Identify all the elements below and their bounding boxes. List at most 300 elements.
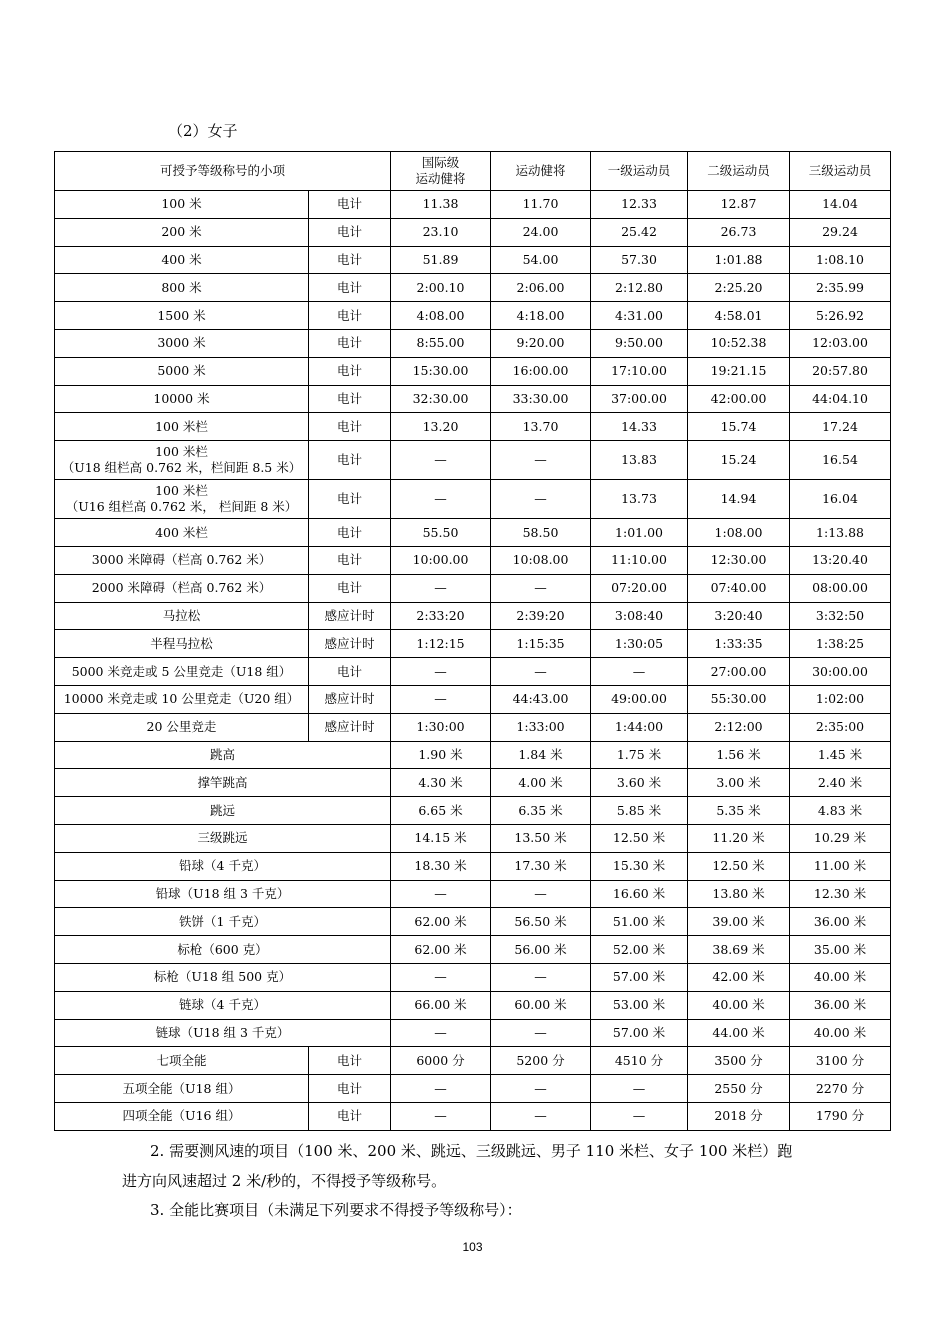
grade-value-cell-text: 1:02:00 <box>815 691 865 707</box>
table-row <box>55 519 891 547</box>
grade-value-cell-text: 19:21.15 <box>710 363 767 379</box>
grade-value-cell-text: 24.00 <box>522 224 559 240</box>
grade-value-cell <box>790 385 891 413</box>
grade-value-cell <box>491 480 591 519</box>
grade-value-cell-text: 2270 分 <box>815 1080 865 1096</box>
event-cell <box>55 658 309 686</box>
event-cell-text: 四项全能（U16 组） <box>122 1108 241 1124</box>
event-cell <box>55 357 309 385</box>
grade-value-cell <box>391 908 491 936</box>
grade-value-cell-text: 53.00 米 <box>612 997 666 1013</box>
grade-value-cell <box>790 246 891 274</box>
grade-value-cell <box>491 908 591 936</box>
timing-cell-text: 感应计时 <box>324 635 375 651</box>
grade-value-cell <box>491 413 591 441</box>
grade-value-cell <box>790 218 891 246</box>
grade-value-cell-text: 12.30 米 <box>813 885 867 901</box>
grade-value-cell <box>790 685 891 713</box>
women-grade-standards-table <box>54 151 891 1131</box>
event-cell-text: 半程马拉松 <box>150 635 213 651</box>
grade-value-cell <box>591 385 688 413</box>
event-cell-text: 3000 米障碍（栏高 0.762 米） <box>91 552 272 568</box>
grade-value-cell-text: 1.45 米 <box>817 746 863 762</box>
grade-value-cell <box>491 1047 591 1075</box>
grade-value-cell-text: 40.00 米 <box>813 1024 867 1040</box>
grade-value-cell-text: 66.00 米 <box>414 997 467 1013</box>
event-cell <box>55 1047 309 1075</box>
grade-value-cell-text: 11:10.00 <box>611 552 667 568</box>
grade-value-cell-text: 37:00.00 <box>611 390 667 406</box>
grade-value-cell-text: 07:40.00 <box>710 580 767 596</box>
grade-value-cell-text: 1:44:00 <box>614 719 664 735</box>
grade-value-cell-text: 1:15:35 <box>516 635 565 651</box>
grade-value-cell-text: 15.24 <box>720 452 757 468</box>
grade-value-cell-text: 11.00 米 <box>813 858 867 874</box>
grade-value-cell-text: 2:12.80 <box>615 279 663 295</box>
grade-value-cell <box>688 191 790 219</box>
grade-value-cell <box>591 218 688 246</box>
grade-value-cell <box>688 658 790 686</box>
table-row <box>55 1102 891 1130</box>
grade-value-cell <box>688 824 790 852</box>
table-row <box>55 824 891 852</box>
event-cell <box>55 274 309 302</box>
grade-value-cell-text: 62.00 米 <box>414 913 467 929</box>
event-cell-text: 100 米栏 （U16 组栏高 0.762 米， 栏间距 8 米） <box>65 483 298 515</box>
grade-value-cell-text: 1:33:35 <box>714 635 763 651</box>
grade-value-cell <box>391 713 491 741</box>
grade-value-cell <box>591 852 688 880</box>
grade-value-cell <box>790 852 891 880</box>
grade-value-cell-text: 3:20:40 <box>714 607 763 623</box>
grade-value-cell <box>790 413 891 441</box>
grade-value-cell-text: 5.35 米 <box>716 802 761 818</box>
grade-value-cell-text: — <box>632 663 646 679</box>
grade-value-cell-text: — <box>434 691 447 707</box>
grade-value-cell-text: 2.40 米 <box>817 774 863 790</box>
grade-value-cell <box>591 991 688 1019</box>
grade-value-cell <box>491 769 591 797</box>
grade-value-cell-text: 2:00.10 <box>416 279 465 295</box>
grade-value-cell-text: 6.65 米 <box>418 802 463 818</box>
grade-value-cell-text: 1:13.88 <box>816 524 864 540</box>
event-cell-text: 马拉松 <box>162 607 201 623</box>
grade-value-cell-text: — <box>434 1024 447 1040</box>
timing-cell-text: 电计 <box>337 1052 363 1068</box>
table-row <box>55 413 891 441</box>
grade-value-cell <box>491 357 591 385</box>
table-row <box>55 936 891 964</box>
table-row <box>55 602 891 630</box>
grade-value-cell-text: 17.24 <box>822 418 858 434</box>
grade-value-cell <box>391 357 491 385</box>
event-cell <box>55 936 391 964</box>
grade-value-cell-text: — <box>534 452 547 468</box>
grade-value-cell-text: 2:39:20 <box>516 607 565 623</box>
timing-cell-text: 感应计时 <box>324 691 375 707</box>
timing-cell <box>309 441 391 480</box>
grade-value-cell <box>790 713 891 741</box>
grade-value-cell-text: 1790 分 <box>815 1108 865 1124</box>
grade-value-cell <box>790 908 891 936</box>
timing-cell-text: 电计 <box>337 307 363 323</box>
grade-value-cell <box>591 602 688 630</box>
grade-value-cell-text: 56.50 米 <box>514 913 567 929</box>
grade-value-cell-text: 8:55.00 <box>416 335 465 351</box>
grade-value-cell <box>491 602 591 630</box>
event-cell-text: 链球（4 千克） <box>179 997 266 1013</box>
grade-value-cell <box>688 685 790 713</box>
event-cell-text: 100 米栏 （U18 组栏高 0.762 米，栏间距 8.5 米） <box>61 444 302 476</box>
grade-value-cell <box>688 713 790 741</box>
table-row <box>55 191 891 219</box>
header-grade-cell <box>790 152 891 191</box>
grade-value-cell <box>391 546 491 574</box>
grade-value-cell-text: 16.60 米 <box>612 885 666 901</box>
event-cell-text: 跳远 <box>210 802 236 818</box>
grade-value-cell-text: 20:57.80 <box>812 363 868 379</box>
timing-cell-text: 电计 <box>337 196 363 212</box>
combined-events-note: 3. 全能比赛项目（未满足下列要求不得授予等级称号）： <box>150 1201 522 1219</box>
grade-value-cell <box>688 329 790 357</box>
grade-value-cell-text: 3:32:50 <box>815 607 865 623</box>
grade-value-cell <box>391 441 491 480</box>
grade-value-cell <box>688 741 790 769</box>
grade-value-cell <box>491 274 591 302</box>
grade-value-cell-text: 36.00 米 <box>813 913 867 929</box>
event-cell-text: 七项全能 <box>156 1052 207 1068</box>
grade-value-cell <box>391 991 491 1019</box>
grade-value-cell <box>491 713 591 741</box>
table-row <box>55 218 891 246</box>
table-row <box>55 769 891 797</box>
grade-value-cell-text: 10:52.38 <box>710 335 767 351</box>
grade-value-cell <box>688 546 790 574</box>
event-cell-text: 3000 米 <box>157 335 206 351</box>
grade-value-cell <box>391 218 491 246</box>
grade-value-cell-text: 3:08:40 <box>614 607 664 623</box>
grade-value-cell-text: 57.00 米 <box>612 1024 666 1040</box>
grade-value-cell <box>790 769 891 797</box>
grade-value-cell-text: 1.56 米 <box>716 746 761 762</box>
grade-value-cell <box>790 741 891 769</box>
grade-value-cell <box>591 713 688 741</box>
grade-value-cell <box>591 741 688 769</box>
event-cell <box>55 880 391 908</box>
grade-value-cell <box>688 274 790 302</box>
grade-value-cell <box>688 385 790 413</box>
grade-value-cell-text: — <box>434 580 447 596</box>
table-row <box>55 385 891 413</box>
grade-value-cell-text: 1.90 米 <box>418 746 463 762</box>
timing-cell <box>309 519 391 547</box>
grade-value-cell-text: 18.30 米 <box>414 858 467 874</box>
event-cell <box>55 852 391 880</box>
grade-value-cell-text: 3100 分 <box>815 1052 865 1068</box>
grade-value-cell-text: 2:06.00 <box>516 279 565 295</box>
grade-value-cell-text: 4.83 米 <box>817 802 863 818</box>
section-heading: （2）女子 <box>168 122 238 140</box>
timing-cell-text: 电计 <box>337 224 363 240</box>
timing-cell-text: 感应计时 <box>324 719 375 735</box>
grade-value-cell-text: 62.00 米 <box>414 941 467 957</box>
event-cell <box>55 329 309 357</box>
grade-value-cell <box>688 602 790 630</box>
grade-value-cell <box>491 824 591 852</box>
event-cell-text: 10000 米竞走或 10 公里竞走（U20 组） <box>63 691 300 707</box>
event-cell-text: 400 米 <box>161 251 202 267</box>
event-cell <box>55 218 309 246</box>
grade-value-cell <box>391 246 491 274</box>
grade-value-cell <box>688 413 790 441</box>
grade-value-cell-text: 15.74 <box>720 418 757 434</box>
timing-cell-text: 电计 <box>337 552 363 568</box>
timing-cell-text: 电计 <box>337 390 363 406</box>
event-cell <box>55 630 309 658</box>
timing-cell-text: 电计 <box>337 418 363 434</box>
timing-cell-text: 感应计时 <box>324 607 375 623</box>
grade-value-cell-text: 13.83 <box>621 452 657 468</box>
grade-value-cell-text: 10:08.00 <box>512 552 569 568</box>
grade-value-cell-text: 12.87 <box>720 196 757 212</box>
grade-value-cell-text: 13.70 <box>522 418 559 434</box>
grade-value-cell <box>491 991 591 1019</box>
grade-value-cell <box>688 218 790 246</box>
grade-value-cell <box>391 741 491 769</box>
grade-value-cell <box>688 769 790 797</box>
grade-value-cell <box>591 274 688 302</box>
grade-value-cell-text: 40.00 米 <box>712 997 765 1013</box>
grade-value-cell <box>688 963 790 991</box>
grade-value-cell <box>591 519 688 547</box>
header-grade-cell-text: 一级运动员 <box>607 163 671 178</box>
grade-value-cell <box>391 413 491 441</box>
grade-value-cell <box>591 191 688 219</box>
grade-value-cell-text: 13.20 <box>422 418 459 434</box>
grade-value-cell <box>688 357 790 385</box>
table-row <box>55 574 891 602</box>
timing-cell <box>309 357 391 385</box>
grade-value-cell-text: 9:20.00 <box>516 335 565 351</box>
event-cell-text: 铅球（4 千克） <box>179 858 266 874</box>
grade-value-cell-text: 52.00 米 <box>612 941 666 957</box>
grade-value-cell <box>790 302 891 330</box>
grade-value-cell-text: 2018 分 <box>714 1108 763 1124</box>
grade-value-cell <box>790 936 891 964</box>
grade-value-cell <box>790 1075 891 1103</box>
grade-value-cell-text: 13:20.40 <box>812 552 868 568</box>
grade-value-cell <box>591 329 688 357</box>
grade-value-cell <box>491 880 591 908</box>
timing-cell-text: 电计 <box>337 663 363 679</box>
grade-value-cell-text: — <box>534 580 547 596</box>
grade-value-cell <box>491 385 591 413</box>
grade-value-cell <box>688 1075 790 1103</box>
grade-value-cell <box>491 963 591 991</box>
grade-value-cell-text: — <box>434 1108 447 1124</box>
grade-value-cell-text: 1:38:25 <box>815 635 865 651</box>
grade-value-cell <box>591 546 688 574</box>
grade-value-cell <box>591 413 688 441</box>
grade-value-cell-text: 44:04.10 <box>812 390 868 406</box>
timing-cell <box>309 385 391 413</box>
wind-speed-note-line2: 进方向风速超过 2 米/秒的，不得授予等级称号。 <box>122 1172 447 1190</box>
grade-value-cell <box>790 824 891 852</box>
timing-cell-text: 电计 <box>337 1080 363 1096</box>
grade-value-cell <box>391 936 491 964</box>
event-cell <box>55 413 309 441</box>
grade-value-cell <box>591 302 688 330</box>
grade-value-cell-text: 35.00 米 <box>813 941 867 957</box>
grade-value-cell-text: 1:01.00 <box>615 524 663 540</box>
grade-value-cell-text: 42:00.00 <box>710 390 767 406</box>
grade-value-cell-text: 2:25.20 <box>714 279 763 295</box>
header-grade-cell <box>591 152 688 191</box>
grade-value-cell <box>790 630 891 658</box>
grade-value-cell <box>391 769 491 797</box>
grade-value-cell-text: 3.60 米 <box>616 774 662 790</box>
event-cell-text: 五项全能（U18 组） <box>122 1080 241 1096</box>
grade-value-cell-text: 4:58.01 <box>714 307 763 323</box>
timing-cell <box>309 274 391 302</box>
table-row <box>55 797 891 825</box>
wind-speed-note-line1: 2. 需要测风速的项目（100 米、200 米、跳远、三级跳远、男子 110 米栏、女子 100 米栏）跑 <box>150 1142 793 1160</box>
grade-value-cell <box>491 441 591 480</box>
grade-value-cell <box>688 480 790 519</box>
table-row <box>55 713 891 741</box>
grade-value-cell-text: 14.15 米 <box>414 830 467 846</box>
grade-value-cell-text: 4510 分 <box>614 1052 664 1068</box>
grade-value-cell <box>591 797 688 825</box>
event-cell <box>55 797 391 825</box>
grade-value-cell <box>491 329 591 357</box>
grade-value-cell <box>790 1019 891 1047</box>
grade-value-cell-text: 6000 分 <box>416 1052 465 1068</box>
grade-value-cell-text: — <box>434 1080 447 1096</box>
grade-value-cell-text: 11.70 <box>522 196 559 212</box>
grade-value-cell <box>491 246 591 274</box>
grade-value-cell-text: 36.00 米 <box>813 997 867 1013</box>
grade-value-cell <box>391 685 491 713</box>
event-cell <box>55 991 391 1019</box>
grade-value-cell <box>790 519 891 547</box>
event-cell-text: 链球（U18 组 3 千克） <box>155 1024 290 1040</box>
grade-value-cell <box>491 574 591 602</box>
grade-value-cell <box>591 1102 688 1130</box>
header-grade-cell-text: 二级运动员 <box>707 163 770 178</box>
grade-value-cell <box>688 441 790 480</box>
grade-value-cell-text: — <box>434 663 447 679</box>
table-row <box>55 329 891 357</box>
grade-value-cell-text: 58.50 <box>522 524 559 540</box>
grade-value-cell <box>491 1075 591 1103</box>
timing-cell-text: 电计 <box>337 335 363 351</box>
grade-value-cell <box>591 357 688 385</box>
grade-value-cell <box>591 1075 688 1103</box>
grade-value-cell <box>688 574 790 602</box>
grade-value-cell <box>391 274 491 302</box>
grade-value-cell <box>391 797 491 825</box>
grade-value-cell-text: 33:30.00 <box>512 390 569 406</box>
grade-value-cell <box>491 302 591 330</box>
header-grade-cell-text: 国际级 运动健将 <box>415 155 466 186</box>
grade-value-cell <box>391 191 491 219</box>
grade-value-cell-text: 13.50 米 <box>514 830 567 846</box>
table-row <box>55 480 891 519</box>
table-row <box>55 685 891 713</box>
grade-value-cell-text: 1.75 米 <box>616 746 662 762</box>
grade-value-cell <box>591 658 688 686</box>
grade-value-cell <box>591 574 688 602</box>
grade-value-cell <box>391 480 491 519</box>
grade-value-cell <box>491 1019 591 1047</box>
grade-value-cell <box>591 246 688 274</box>
grade-value-cell-text: 12:03.00 <box>812 335 868 351</box>
grade-value-cell-text: — <box>434 491 447 507</box>
grade-value-cell <box>688 246 790 274</box>
grade-value-cell <box>491 1102 591 1130</box>
table-header-row <box>55 152 891 191</box>
grade-value-cell-text: 39.00 米 <box>712 913 765 929</box>
timing-cell-text: 电计 <box>337 524 363 540</box>
grade-value-cell <box>391 658 491 686</box>
grade-value-cell <box>491 852 591 880</box>
grade-value-cell-text: 1:30:05 <box>614 635 664 651</box>
grade-value-cell <box>591 824 688 852</box>
grade-value-cell-text: 4.30 米 <box>418 774 463 790</box>
table-row <box>55 741 891 769</box>
grade-value-cell <box>688 991 790 1019</box>
grade-value-cell-text: — <box>632 1108 646 1124</box>
grade-value-cell <box>688 1047 790 1075</box>
grade-value-cell-text: 14.04 <box>822 196 858 212</box>
timing-cell-text: 电计 <box>337 1108 363 1124</box>
timing-cell-text: 电计 <box>337 363 363 379</box>
event-cell-text: 撑竿跳高 <box>197 774 248 790</box>
grade-value-cell-text: 29.24 <box>822 224 858 240</box>
timing-cell-text: 电计 <box>337 580 363 596</box>
grade-value-cell <box>790 480 891 519</box>
grade-value-cell <box>790 574 891 602</box>
grade-value-cell-text: 1.84 米 <box>518 746 563 762</box>
grade-value-cell <box>391 852 491 880</box>
grade-value-cell-text: 11.20 米 <box>712 830 765 846</box>
grade-value-cell-text: 49:00.00 <box>611 691 667 707</box>
grade-value-cell <box>790 991 891 1019</box>
grade-value-cell-text: — <box>434 969 447 985</box>
grade-value-cell-text: 1:01.88 <box>714 251 763 267</box>
grade-value-cell-text: 42.00 米 <box>712 969 765 985</box>
event-cell <box>55 741 391 769</box>
grade-value-cell-text: 57.00 米 <box>612 969 666 985</box>
table-row <box>55 908 891 936</box>
grade-value-cell-text: — <box>632 1080 646 1096</box>
grade-value-cell <box>491 797 591 825</box>
grade-value-cell-text: — <box>534 969 547 985</box>
timing-cell <box>309 1075 391 1103</box>
grade-value-cell-text: 23.10 <box>422 224 459 240</box>
header-grade-cell <box>391 152 491 191</box>
grade-value-cell-text: 07:20.00 <box>611 580 667 596</box>
grade-value-cell-text: 26.73 <box>720 224 757 240</box>
event-cell <box>55 546 309 574</box>
grade-value-cell-text: 12.33 <box>621 196 657 212</box>
table-row <box>55 852 891 880</box>
grade-value-cell-text: 1:30:00 <box>416 719 465 735</box>
grade-value-cell <box>688 630 790 658</box>
table-row <box>55 963 891 991</box>
timing-cell <box>309 630 391 658</box>
